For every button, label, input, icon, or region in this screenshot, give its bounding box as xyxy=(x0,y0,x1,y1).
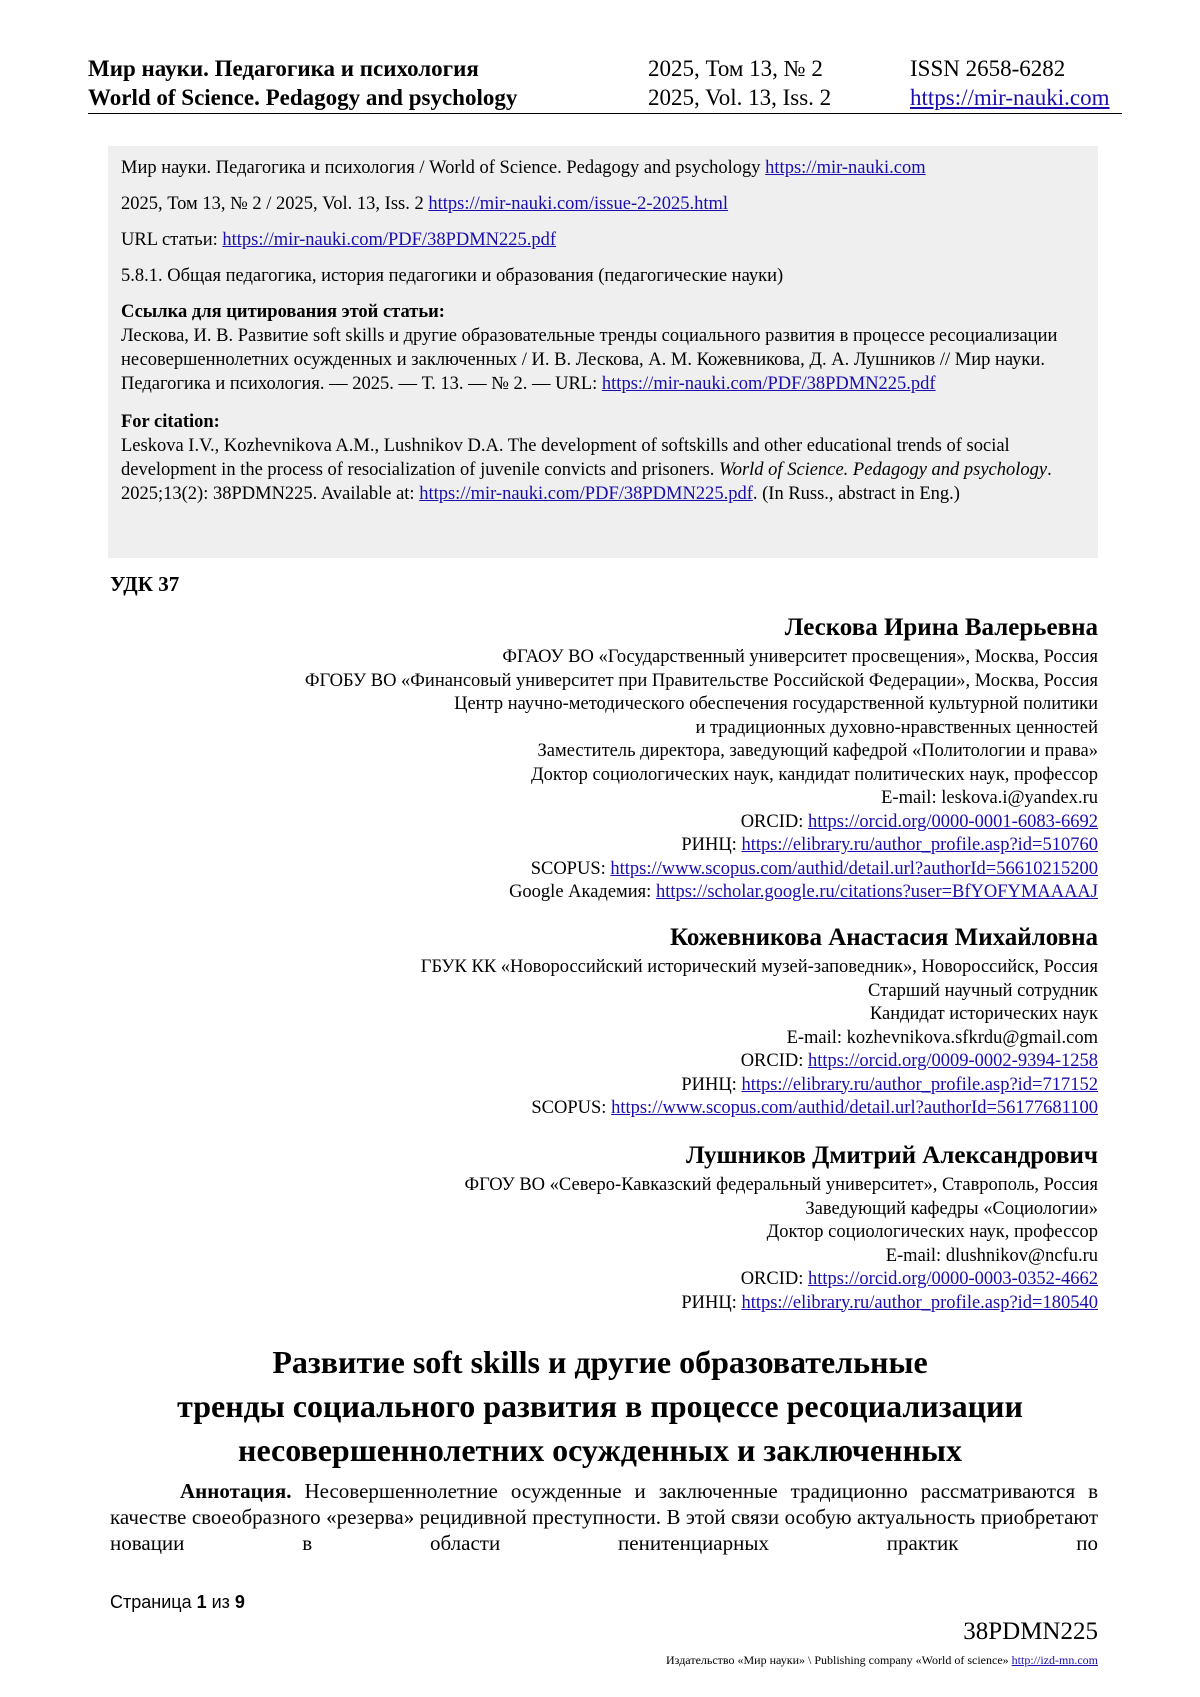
url-line xyxy=(121,228,1085,252)
orcid-link[interactable]: https://orcid.org/0000-0003-0352-4662 xyxy=(808,1269,1098,1289)
issue-link[interactable]: https://mir-nauki.com/issue-2-2025.html xyxy=(428,194,729,214)
rinc-line xyxy=(464,1292,1098,1316)
citation-ru-label: Ссылка для цитирования этой статьи: xyxy=(121,302,445,322)
citation-en-text-3: . (In Russ., abstract in Eng.) xyxy=(752,484,960,504)
author-degree: Кандидат исторических наук xyxy=(869,1004,1098,1024)
citation-en xyxy=(121,410,1085,506)
author-email: E-mail: dlushnikov@ncfu.ru xyxy=(885,1245,1098,1266)
orcid-label: ORCID: xyxy=(740,1269,809,1289)
abstract xyxy=(110,1478,1098,1556)
scholar-link[interactable]: https://scholar.google.ru/citations?user=BfYOFYMAAAAJ xyxy=(655,882,1098,902)
scholar-label: Google Академия: xyxy=(509,882,656,902)
author-email: E-mail: leskova.i@yandex.ru xyxy=(881,788,1098,808)
citation-en-label: For citation: xyxy=(121,412,220,432)
rinc-link[interactable]: https://elibrary.ru/author_profile.asp?id=510760 xyxy=(741,835,1098,855)
author-block-3 xyxy=(464,1140,1098,1315)
scopus-line xyxy=(305,858,1098,882)
article-title-line: Развитие soft skills и другие образовательные xyxy=(272,1344,928,1380)
scopus-link[interactable]: https://www.scopus.com/authid/detail.url?authorId=56610215200 xyxy=(610,858,1098,879)
article-pdf-link[interactable]: https://mir-nauki.com/PDF/38PDMN225.pdf xyxy=(222,230,557,250)
scopus-label: SCOPUS: xyxy=(531,1098,612,1118)
orcid-line xyxy=(421,1050,1098,1074)
rinc-line xyxy=(305,834,1098,858)
article-code: 38PDMN225 xyxy=(963,1618,1098,1645)
specialty-line: 5.8.1. Общая педагогика, история педагогики и образования (педагогические науки) xyxy=(121,266,784,286)
article-title xyxy=(100,1340,1100,1472)
publisher-link[interactable]: http://izd-mn.com xyxy=(1011,1653,1098,1667)
issn: ISSN 2658-6282 xyxy=(910,56,1066,81)
citation-ru-link[interactable]: https://mir-nauki.com/PDF/38PDMN225.pdf xyxy=(601,374,936,394)
issue-info xyxy=(648,54,831,112)
article-title-line: тренды социального развития в процессе ресоциализации xyxy=(177,1388,1023,1424)
journal-title xyxy=(88,54,517,112)
rinc-label: РИНЦ: xyxy=(681,835,742,855)
journal-line-text: Мир науки. Педагогика и психология / World of Science. Pedagogy and psychology xyxy=(121,158,766,178)
author-degree: Доктор социологических наук, профессор xyxy=(766,1222,1098,1242)
author-affiliation: ФГОУ ВО «Северо-Кавказский федеральный университет», Ставрополь, Россия xyxy=(464,1175,1098,1195)
issue-ru: 2025, Том 13, № 2 xyxy=(648,56,823,81)
issue-line xyxy=(121,192,1085,216)
author-affiliation: ГБУК КК «Новороссийский исторический музей-заповедник», Новороссийск, Россия xyxy=(420,957,1098,977)
author-position: Заместитель директора, заведующий кафедрой «Политологии и права» xyxy=(537,741,1098,761)
author-block-2 xyxy=(421,922,1098,1121)
publisher-line xyxy=(666,1653,1098,1668)
page-total: 9 xyxy=(234,1592,245,1612)
page-word: Страница xyxy=(110,1592,197,1612)
citation-en-journal: World of Science. Pedagogy and psychology xyxy=(719,460,1048,480)
url-line-text: URL статьи: xyxy=(121,230,223,250)
orcid-link[interactable]: https://orcid.org/0009-0002-9394-1258 xyxy=(808,1051,1098,1071)
author-position: Старший научный сотрудник xyxy=(868,980,1098,1001)
udk-code: УДК 37 xyxy=(110,572,180,596)
article-info-box xyxy=(108,146,1098,558)
citation-en-link[interactable]: https://mir-nauki.com/PDF/38PDMN225.pdf xyxy=(419,484,753,504)
orcid-label: ORCID: xyxy=(740,811,809,832)
issn-block xyxy=(910,54,1110,112)
author-name: Лушников Дмитрий Александрович xyxy=(686,1142,1098,1169)
author-email: E-mail: kozhevnikova.sfkrdu@gmail.com xyxy=(786,1027,1098,1048)
site-link[interactable]: https://mir-nauki.com xyxy=(910,85,1110,110)
journal-link[interactable]: https://mir-nauki.com xyxy=(765,158,926,178)
citation-ru xyxy=(121,300,1085,396)
abstract-text: Несовершеннолетние осужденные и заключенные традиционно рассматриваются в качестве своеобразного «резерва» рецидивной преступности. В этой связи особую актуальность приобретают новации в области пенитенциарных практик по xyxy=(110,1479,1098,1555)
journal-line xyxy=(121,156,1085,180)
citation-en-text-2: . 2025;13(2): 38PDMN225. Available at: xyxy=(121,460,1052,504)
author-affiliation: Центр научно-методического обеспечения государственной культурной политики xyxy=(454,694,1098,714)
rinc-link[interactable]: https://elibrary.ru/author_profile.asp?id=717152 xyxy=(741,1074,1098,1095)
article-title-line: несовершеннолетних осужденных и заключенных xyxy=(238,1432,962,1468)
citation-ru-text: Лескова, И. В. Развитие soft skills и другие образовательные тренды социального развития в процессе ресоциализации несовершеннолетних осужденных и заключенных / И. В. Лескова, А. М. Кожевникова, Д. А. Лушников // Мир науки. Педагогика и психология. — 2025. — Т. 13. — № 2. — URL: xyxy=(121,326,1058,394)
author-position: Заведующий кафедры «Социологии» xyxy=(805,1198,1098,1219)
author-affiliation: ФГАОУ ВО «Государственный университет просвещения», Москва, Россия xyxy=(502,647,1098,667)
author-name: Лескова Ирина Валерьевна xyxy=(784,614,1098,641)
abstract-label: Аннотация. xyxy=(180,1479,292,1503)
journal-title-ru: Мир науки. Педагогика и психология xyxy=(88,56,479,81)
orcid-line xyxy=(305,811,1098,835)
journal-title-en: World of Science. Pedagogy and psychology xyxy=(88,85,518,110)
scopus-label: SCOPUS: xyxy=(530,858,611,879)
author-name: Кожевникова Анастасия Михайловна xyxy=(670,924,1098,951)
rinc-label: РИНЦ: xyxy=(681,1074,742,1095)
rinc-label: РИНЦ: xyxy=(681,1292,742,1313)
rinc-link[interactable]: https://elibrary.ru/author_profile.asp?id=180540 xyxy=(741,1292,1098,1313)
page-counter xyxy=(110,1592,245,1613)
scholar-line xyxy=(305,881,1098,905)
publisher-text: Издательство «Мир науки» \ Publishing company «World of science» xyxy=(666,1653,1012,1667)
issue-en: 2025, Vol. 13, Iss. 2 xyxy=(648,85,832,110)
author-affiliation: ФГОБУ ВО «Финансовый университет при Правительстве Российской Федерации», Москва, Россия xyxy=(304,670,1098,691)
author-affiliation: и традиционных духовно-нравственных ценностей xyxy=(695,717,1098,738)
scopus-link[interactable]: https://www.scopus.com/authid/detail.url?authorId=56177681100 xyxy=(611,1098,1098,1118)
journal-header xyxy=(88,54,1122,114)
author-degree: Доктор социологических наук, кандидат политических наук, профессор xyxy=(530,764,1098,785)
page-number: 1 xyxy=(196,1592,207,1612)
citation-en-text: Leskova I.V., Kozhevnikova A.M., Lushnikov D.A. The development of softskills and other educational trends of social development in the process of resocialization of juvenile convicts and prisoners. xyxy=(121,436,1010,480)
of-word: из xyxy=(206,1592,235,1612)
rinc-line xyxy=(421,1074,1098,1098)
scopus-line xyxy=(421,1097,1098,1121)
orcid-line xyxy=(464,1268,1098,1292)
issue-line-text: 2025, Том 13, № 2 / 2025, Vol. 13, Iss. 2 xyxy=(121,194,429,214)
orcid-label: ORCID: xyxy=(740,1051,809,1071)
author-block-1 xyxy=(305,612,1098,905)
orcid-link[interactable]: https://orcid.org/0000-0001-6083-6692 xyxy=(808,811,1098,832)
